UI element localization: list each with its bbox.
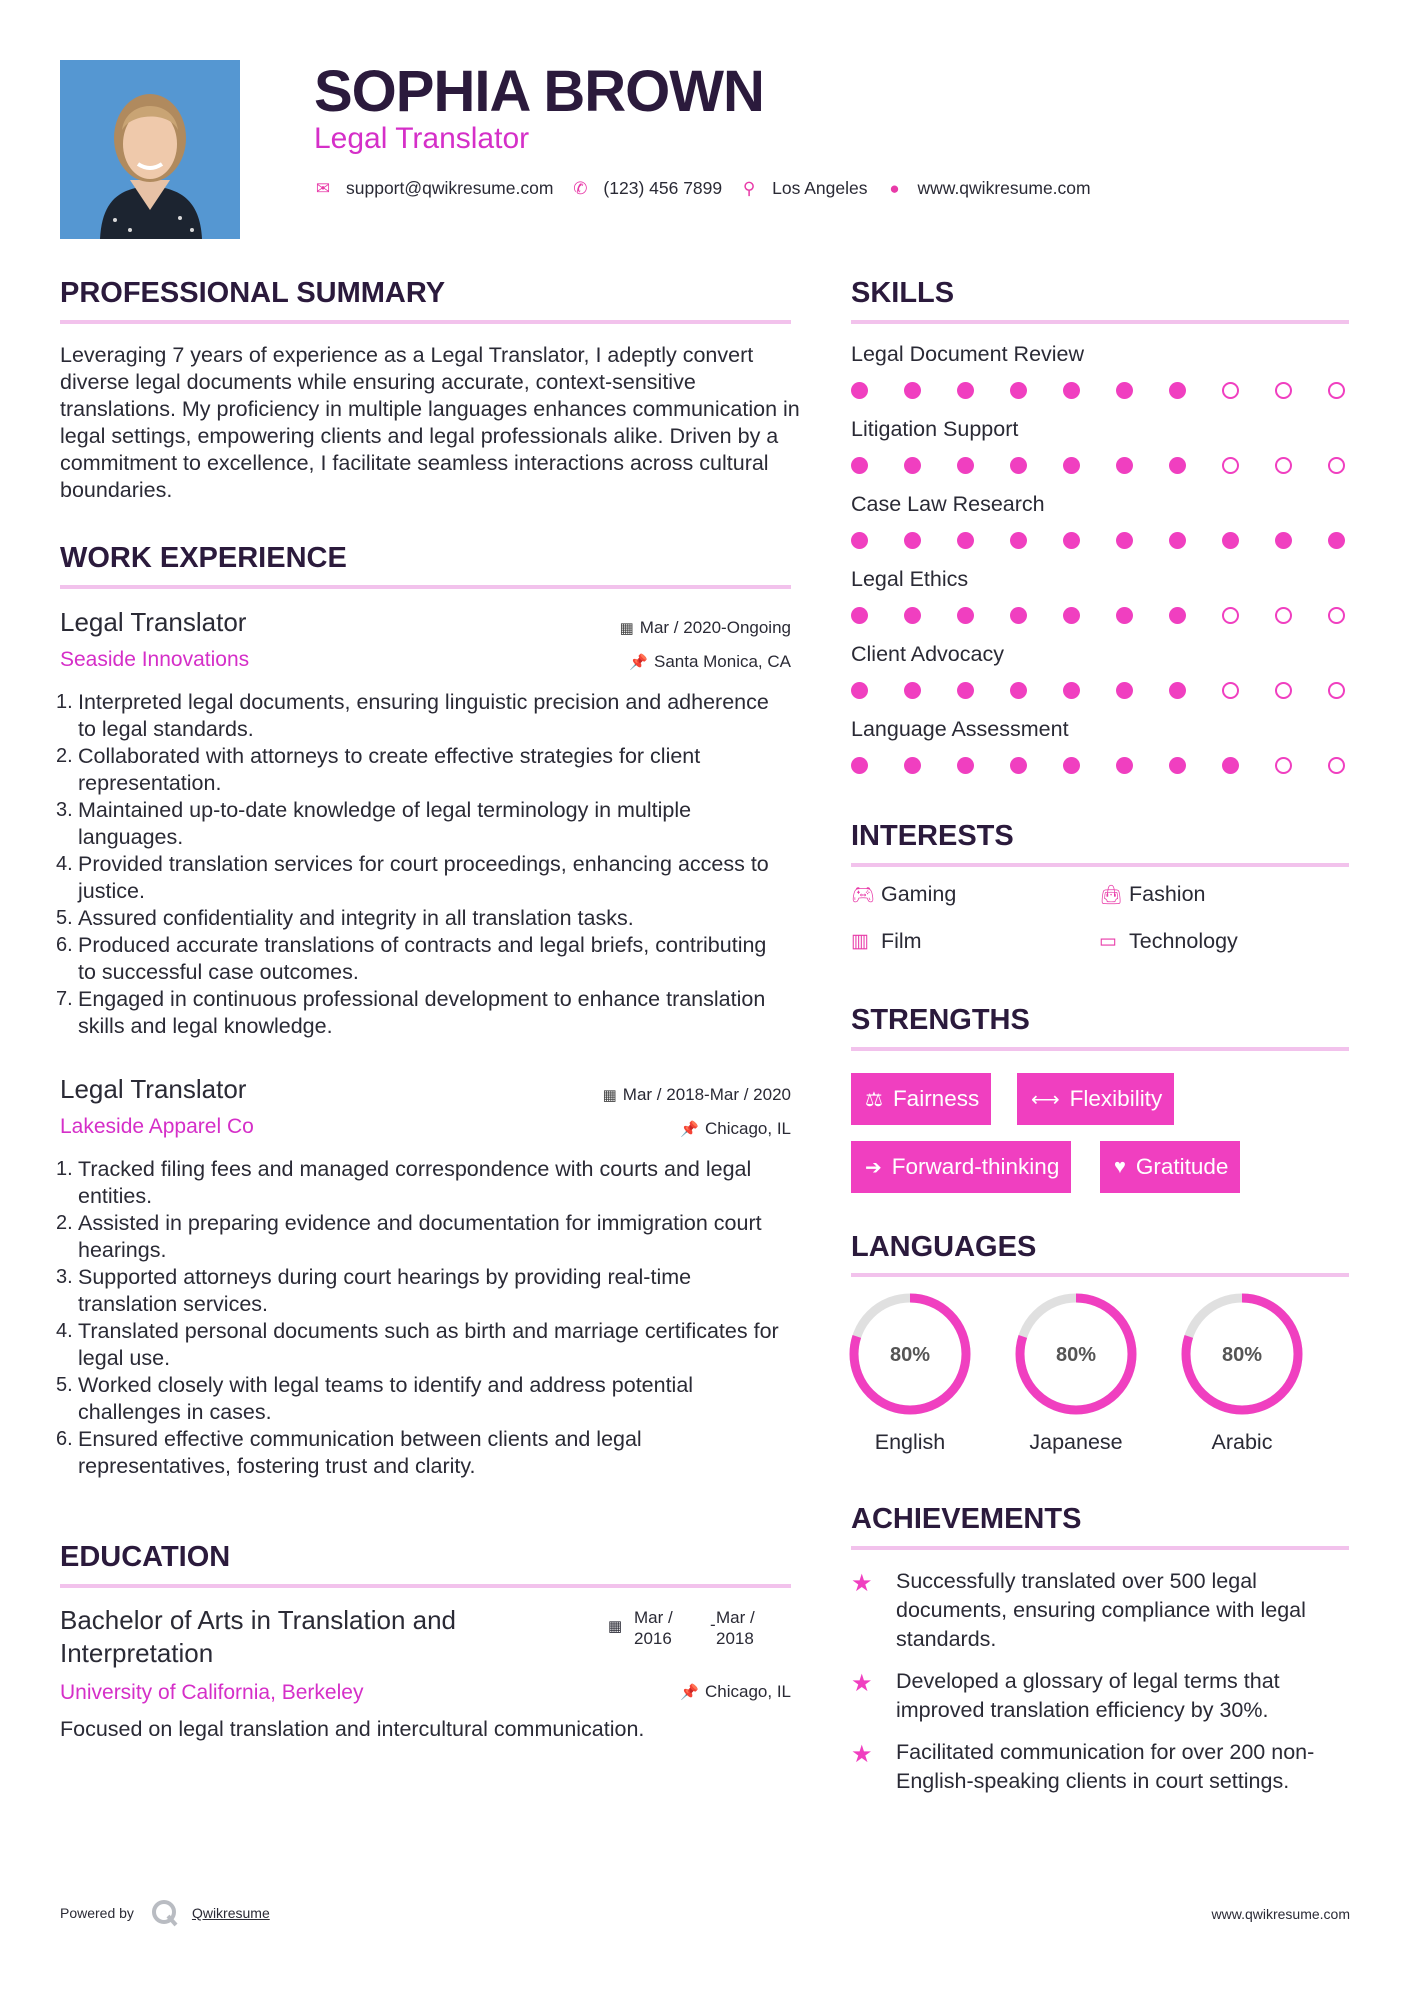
- laptop-icon: ▭: [1099, 931, 1117, 952]
- envelope-icon: ✉: [315, 178, 331, 198]
- section-title-education: EDUCATION: [60, 1541, 231, 1573]
- list-item: 4. Translated personal documents such as birth and marriage certificates for legal use.: [56, 1319, 779, 1370]
- arrows-horizontal-icon: ⟷: [1031, 1088, 1060, 1111]
- skill-dot-empty: [1275, 607, 1292, 624]
- skill-dot-filled: [1169, 532, 1186, 549]
- language-name: Japanese: [1029, 1430, 1123, 1454]
- section-title-experience: WORK EXPERIENCE: [60, 542, 347, 574]
- skill-dot-filled: [1116, 757, 1133, 774]
- job-company: Lakeside Apparel Co: [60, 1115, 254, 1138]
- shopping-bag-icon: 👜︎: [1099, 884, 1124, 906]
- heart-icon: ♥: [1114, 1155, 1126, 1178]
- skill-name: Language Assessment: [851, 717, 1069, 741]
- language-ring: [848, 1292, 972, 1416]
- skill-dot-filled: [904, 607, 921, 624]
- interest-item: [1099, 882, 1206, 907]
- achievement-item: [851, 1738, 1361, 1796]
- strength-tag: [851, 1073, 991, 1125]
- job-location: [680, 1119, 791, 1139]
- achievement-text: Developed a glossary of legal terms that improved translation efficiency by 30%.: [896, 1669, 1280, 1722]
- skill-name: Legal Document Review: [851, 342, 1085, 366]
- skill-dot-empty: [1222, 457, 1239, 474]
- skill-dot-empty: [1275, 382, 1292, 399]
- section-divider: [851, 1273, 1349, 1277]
- list-item: 6. Produced accurate translations of contracts and legal briefs, contributing to successful case outcomes.: [56, 933, 767, 984]
- language-percent: 80%: [1055, 1344, 1097, 1366]
- list-item: 5. Assured confidentiality and integrity in all translation tasks.: [56, 906, 634, 930]
- skill-dot-filled: [1328, 532, 1345, 549]
- job-date-text: Mar / 2018-Mar / 2020: [622, 1085, 791, 1104]
- pushpin-icon: 📌: [629, 654, 648, 671]
- contact-website[interactable]: www.qwikresume.com: [917, 178, 1091, 198]
- section-divider: [851, 320, 1349, 324]
- skill-dot-filled: [1010, 457, 1027, 474]
- job-location-text: Chicago, IL: [705, 1119, 791, 1138]
- list-item: 2. Collaborated with attorneys to create effective strategies for client representation.: [56, 744, 701, 795]
- skill-dot-empty: [1275, 757, 1292, 774]
- section-divider: [60, 320, 791, 324]
- job-bullets: [56, 689, 780, 1040]
- list-item: 2. Assisted in preparing evidence and documentation for immigration court hearings.: [56, 1211, 762, 1262]
- language-item: [1180, 1292, 1304, 1455]
- skill-dot-filled: [851, 382, 868, 399]
- skill-dot-filled: [904, 457, 921, 474]
- strength-tag: [1100, 1141, 1240, 1193]
- list-item: 3. Maintained up-to-date knowledge of legal terminology in multiple languages.: [56, 798, 692, 849]
- achievement-text: Successfully translated over 500 legal documents, ensuring compliance with legal standards.: [896, 1569, 1306, 1651]
- skill-dot-filled: [1222, 757, 1239, 774]
- language-name: English: [874, 1430, 946, 1454]
- skill-dot-filled: [1116, 457, 1133, 474]
- section-divider: [60, 585, 791, 589]
- skill-dot-filled: [1169, 757, 1186, 774]
- skill-dot-empty: [1328, 757, 1345, 774]
- skill-dot-filled: [1010, 382, 1027, 399]
- skill-rating: [851, 680, 1350, 700]
- skill-dot-empty: [1275, 682, 1292, 699]
- skill-dot-filled: [957, 757, 974, 774]
- language-item: [1014, 1292, 1138, 1455]
- skill-dot-filled: [851, 457, 868, 474]
- list-item: 7. Engaged in continuous professional development to enhance translation skills and legal knowledge.: [56, 987, 766, 1038]
- list-item: 1. Tracked filing fees and managed correspondence with courts and legal entities.: [56, 1157, 752, 1208]
- arrow-right-icon: ➔: [865, 1156, 882, 1179]
- section-divider: [851, 1546, 1349, 1550]
- language-item: [848, 1292, 972, 1455]
- skill-dot-filled: [1169, 682, 1186, 699]
- school-name: University of California, Berkeley: [60, 1681, 364, 1704]
- skill-dot-filled: [1010, 757, 1027, 774]
- job-title: Legal Translator: [60, 607, 247, 637]
- skill-dot-filled: [904, 382, 921, 399]
- skill-dot-filled: [957, 682, 974, 699]
- gamepad-icon: 🎮︎: [851, 884, 876, 906]
- strength-label: Forward-thinking: [891, 1154, 1060, 1179]
- skill-rating: [851, 455, 1350, 475]
- edu-end-year: 2018: [716, 1629, 754, 1648]
- calendar-icon: ▦: [619, 620, 634, 637]
- contact-bar: [314, 178, 1109, 199]
- skill-dot-filled: [851, 532, 868, 549]
- pushpin-icon: 📌: [680, 1684, 699, 1701]
- skill-dot-empty: [1275, 457, 1292, 474]
- list-item: 3. Supported attorneys during court hearings by providing real-time translation services.: [56, 1265, 692, 1316]
- skill-dot-empty: [1222, 682, 1239, 699]
- interest-label: Fashion: [1129, 882, 1206, 906]
- achievement-text: Facilitated communication for over 200 non-English-speaking clients in court settings.: [896, 1740, 1315, 1793]
- skill-name: Litigation Support: [851, 417, 1019, 441]
- job-company: Seaside Innovations: [60, 648, 250, 671]
- powered-by-text: Powered by: [60, 1905, 134, 1921]
- skill-dot-filled: [1275, 532, 1292, 549]
- job-location-text: Santa Monica, CA: [653, 652, 791, 671]
- section-divider: [60, 1584, 791, 1588]
- skill-name: Legal Ethics: [851, 567, 969, 591]
- star-icon: ★: [851, 1570, 873, 1597]
- qwikresume-logo-icon: [150, 1898, 180, 1928]
- job-date: [603, 1085, 791, 1105]
- section-title-interests: INTERESTS: [851, 820, 1014, 852]
- contact-email[interactable]: support@qwikresume.com: [346, 178, 554, 198]
- contact-location: Los Angeles: [772, 178, 868, 198]
- edu-start-month: Mar /: [634, 1608, 673, 1627]
- skill-dot-filled: [957, 382, 974, 399]
- list-item: 1. Interpreted legal documents, ensuring linguistic precision and adherence to legal standards.: [56, 690, 769, 741]
- language-percent: 80%: [1221, 1344, 1263, 1366]
- skill-dot-empty: [1328, 682, 1345, 699]
- list-item: 5. Worked closely with legal teams to identify and address potential challenges in cases.: [56, 1373, 694, 1424]
- strength-tag: [851, 1141, 1071, 1193]
- skill-dot-filled: [1010, 607, 1027, 624]
- section-title-summary: PROFESSIONAL SUMMARY: [60, 277, 446, 309]
- skill-dot-filled: [1063, 757, 1080, 774]
- phone-icon: ✆: [573, 178, 588, 198]
- skill-dot-filled: [1169, 457, 1186, 474]
- skill-dot-filled: [957, 607, 974, 624]
- section-title-achievements: ACHIEVEMENTS: [851, 1503, 1082, 1535]
- summary-text: Leveraging 7 years of experience as a Legal Translator, I adeptly convert diverse legal documents while ensuring accurate, context-sensitive translations. My proficiency in multiple languages enhances communication in legal settings, empowering clients and legal professionals alike. Driven by a commitment to excellence, I facilitate seamless interactions across cultural boundaries.: [60, 343, 800, 502]
- skill-dot-filled: [957, 457, 974, 474]
- candidate-name: SOPHIA BROWN: [314, 59, 764, 124]
- edu-end-date: [716, 1607, 755, 1649]
- skill-dot-filled: [904, 682, 921, 699]
- skill-dot-filled: [1063, 682, 1080, 699]
- interest-item: [851, 929, 922, 954]
- edu-start-year: 2016: [634, 1629, 672, 1648]
- skill-dot-filled: [1063, 457, 1080, 474]
- skill-dot-filled: [1063, 532, 1080, 549]
- skill-dot-filled: [851, 682, 868, 699]
- skill-rating: [851, 530, 1350, 550]
- achievement-item: [851, 1667, 1361, 1725]
- skill-dot-empty: [1328, 382, 1345, 399]
- strength-tag: [1017, 1073, 1174, 1125]
- calendar-icon: ▦: [602, 1087, 617, 1104]
- skill-dot-filled: [1169, 382, 1186, 399]
- job-title: Legal Translator: [60, 1074, 247, 1104]
- skill-dot-filled: [1116, 607, 1133, 624]
- education-description: Focused on legal translation and intercultural communication.: [60, 1717, 645, 1741]
- skill-dot-filled: [904, 532, 921, 549]
- skill-rating: [851, 605, 1350, 625]
- film-icon: ▥: [851, 931, 869, 952]
- section-title-languages: LANGUAGES: [851, 1231, 1037, 1263]
- skill-name: Case Law Research: [851, 492, 1045, 516]
- profile-photo: [60, 60, 240, 239]
- skill-dot-filled: [1010, 682, 1027, 699]
- skill-name: Client Advocacy: [851, 642, 1004, 666]
- skill-dot-empty: [1222, 382, 1239, 399]
- skill-dot-filled: [1063, 607, 1080, 624]
- skill-dot-filled: [1169, 607, 1186, 624]
- globe-icon: ●: [889, 178, 900, 198]
- section-title-strengths: STRENGTHS: [851, 1004, 1030, 1036]
- strength-label: Gratitude: [1135, 1154, 1229, 1179]
- strength-label: Fairness: [892, 1086, 980, 1111]
- skill-dot-filled: [1116, 682, 1133, 699]
- strength-label: Flexibility: [1069, 1086, 1163, 1111]
- edu-location: [680, 1682, 791, 1702]
- skill-dot-filled: [851, 757, 868, 774]
- skill-dot-filled: [957, 532, 974, 549]
- skill-dot-empty: [1328, 607, 1345, 624]
- footer-website[interactable]: www.qwikresume.com: [1211, 1906, 1350, 1922]
- language-name: Arabic: [1211, 1430, 1273, 1454]
- skill-rating: [851, 755, 1350, 775]
- star-icon: ★: [851, 1741, 873, 1768]
- edu-location-text: Chicago, IL: [705, 1682, 791, 1701]
- interest-label: Technology: [1129, 929, 1238, 953]
- list-item: 6. Ensured effective communication between clients and legal representatives, fostering trust and clarity.: [56, 1427, 642, 1478]
- skill-dot-filled: [851, 607, 868, 624]
- language-ring: [1014, 1292, 1138, 1416]
- edu-end-month: Mar /: [716, 1608, 755, 1627]
- contact-phone[interactable]: (123) 456 7899: [603, 178, 723, 198]
- job-location: [629, 652, 791, 672]
- star-icon: ★: [851, 1670, 873, 1697]
- skill-dot-empty: [1328, 457, 1345, 474]
- skill-dot-filled: [1116, 532, 1133, 549]
- language-percent: 80%: [889, 1344, 931, 1366]
- pushpin-icon: 📌: [680, 1121, 699, 1138]
- interest-label: Gaming: [881, 882, 957, 906]
- skill-rating: [851, 380, 1350, 400]
- skill-dot-filled: [1010, 532, 1027, 549]
- qwikresume-link[interactable]: Qwikresume: [191, 1905, 270, 1921]
- candidate-title: Legal Translator: [314, 122, 530, 155]
- achievement-item: [851, 1567, 1361, 1654]
- balance-scale-icon: ⚖: [865, 1088, 883, 1111]
- interest-item: [851, 882, 956, 907]
- interest-item: [1099, 929, 1238, 954]
- calendar-icon: ▦: [608, 1618, 623, 1635]
- degree-title: Bachelor of Arts in Translation and Interpretation: [60, 1605, 457, 1668]
- section-divider: [851, 863, 1349, 867]
- section-divider: [851, 1047, 1349, 1051]
- edu-start-date: [634, 1607, 673, 1649]
- skill-dot-filled: [1063, 382, 1080, 399]
- skill-dot-empty: [1222, 607, 1239, 624]
- skill-dot-filled: [904, 757, 921, 774]
- skill-dot-filled: [1116, 382, 1133, 399]
- list-item: 4. Provided translation services for court proceedings, enhancing access to justice.: [56, 852, 769, 903]
- section-title-skills: SKILLS: [851, 277, 955, 309]
- job-date: [620, 618, 791, 638]
- job-date-text: Mar / 2020-Ongoing: [639, 618, 791, 637]
- interest-label: Film: [881, 929, 922, 953]
- language-ring: [1180, 1292, 1304, 1416]
- edu-date-separator: -: [710, 1615, 716, 1634]
- location-icon: ⚲: [742, 178, 756, 198]
- job-bullets: [56, 1156, 780, 1480]
- skill-dot-filled: [1222, 532, 1239, 549]
- footer-brand: [60, 1898, 270, 1928]
